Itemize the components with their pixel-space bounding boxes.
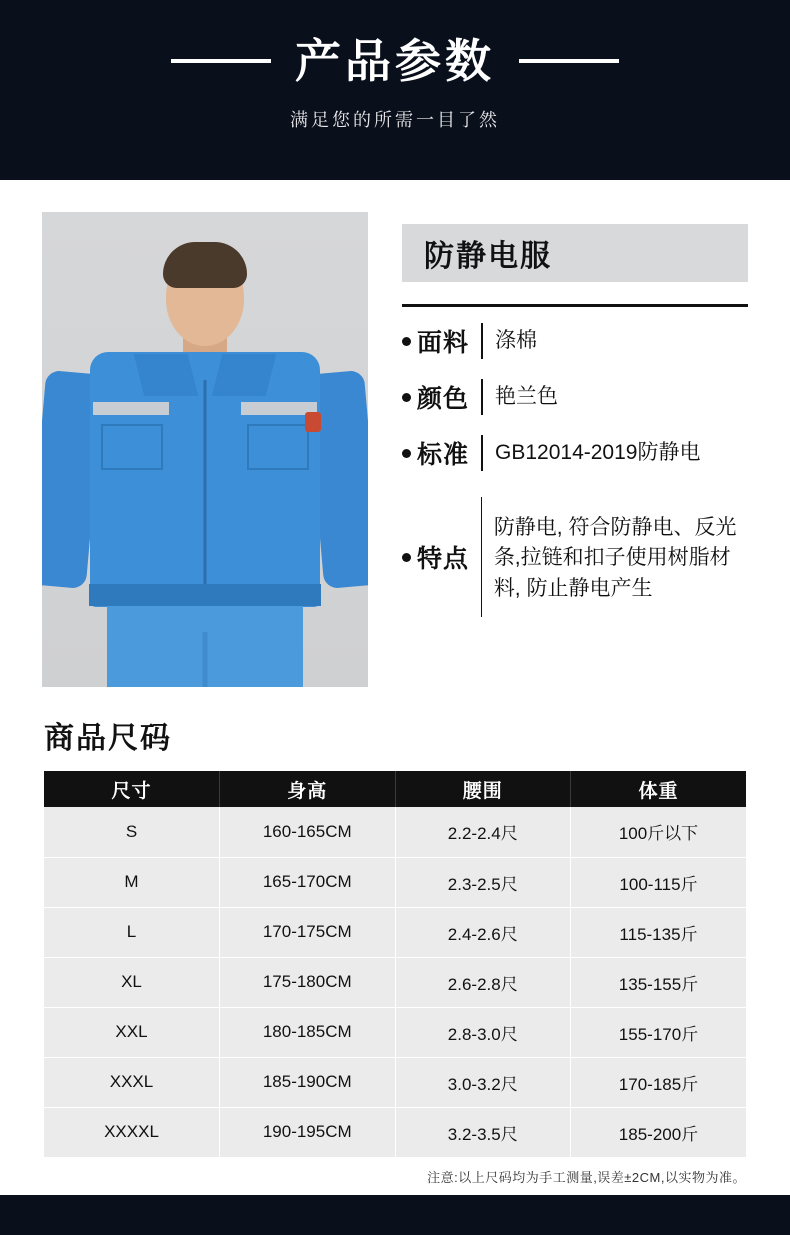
page-subtitle: 满足您的所需一目了然: [290, 110, 500, 130]
garment-collar-right: [212, 354, 276, 396]
spec-value: 艳兰色: [495, 385, 559, 408]
cell-weight: 100斤以下: [571, 807, 747, 857]
table-row: [44, 1057, 746, 1107]
size-table-body: [44, 807, 746, 1157]
cell-weight: 185-200斤: [571, 1107, 747, 1157]
bullet-icon: [402, 393, 411, 402]
product-name: 防静电服: [424, 240, 552, 273]
size-section-heading: 商品尺码: [44, 722, 172, 755]
cell-size: S: [44, 807, 220, 857]
table-row: [44, 1107, 746, 1157]
cell-waist: 2.2-2.4尺: [395, 807, 571, 857]
column-header-waist: 腰围: [395, 771, 571, 807]
spec-value: 防静电, 符合防静电、反光条,拉链和扣子使用树脂材料, 防止静电产生: [493, 515, 737, 600]
product-photo: [42, 212, 368, 687]
table-row: [44, 907, 746, 957]
bullet-icon: [402, 449, 411, 458]
garment-hem: [89, 584, 321, 606]
spec-label-wrap: [402, 323, 469, 359]
model-hair: [163, 242, 247, 288]
table-row: [44, 807, 746, 857]
spec-row-color: [402, 379, 748, 415]
bullet-icon: [402, 553, 411, 562]
cell-weight: 155-170斤: [571, 1007, 747, 1057]
cell-waist: 2.8-3.0尺: [395, 1007, 571, 1057]
garment-pocket-right: [247, 424, 309, 470]
spec-separator: [481, 379, 483, 415]
page-title: 产品参数: [295, 35, 495, 87]
spec-row-features: [402, 497, 748, 617]
rule-left-decoration: [171, 59, 271, 63]
garment-pants-seam: [203, 632, 208, 687]
content-card: [0, 180, 790, 1195]
table-row: [44, 1007, 746, 1057]
header-title-row: [0, 35, 790, 87]
spec-label: 颜色: [417, 385, 470, 413]
spec-divider: [402, 304, 748, 307]
cell-size: XL: [44, 957, 220, 1007]
garment-collar-left: [134, 354, 198, 396]
cell-height: 190-195CM: [220, 1107, 396, 1157]
bullet-icon: [402, 337, 411, 346]
spec-label: 面料: [417, 329, 470, 357]
cell-size: M: [44, 857, 220, 907]
column-header-height: 身高: [220, 771, 396, 807]
table-row: [44, 857, 746, 907]
garment-zipper: [204, 380, 207, 590]
spec-label: 标准: [417, 441, 470, 469]
cell-weight: 115-135斤: [571, 907, 747, 957]
cell-weight: 170-185斤: [571, 1057, 747, 1107]
spec-row-fabric: [402, 323, 748, 359]
size-table-head: [44, 771, 746, 807]
rule-right-decoration: [519, 59, 619, 63]
spec-row-standard: [402, 435, 748, 471]
cell-size: XXXXL: [44, 1107, 220, 1157]
column-header-weight: 体重: [571, 771, 747, 807]
spec-value: 涤棉: [495, 329, 538, 352]
product-overview-section: [0, 180, 790, 687]
spec-separator: [481, 497, 482, 617]
cell-weight: 100-115斤: [571, 857, 747, 907]
spec-label-wrap: [402, 435, 469, 471]
cell-waist: 2.3-2.5尺: [395, 857, 571, 907]
garment-pocket-left: [101, 424, 163, 470]
garment-badge: [305, 412, 321, 432]
cell-height: 180-185CM: [220, 1007, 396, 1057]
table-row: [44, 957, 746, 1007]
cell-height: 185-190CM: [220, 1057, 396, 1107]
cell-waist: 3.0-3.2尺: [395, 1057, 571, 1107]
cell-waist: 2.6-2.8尺: [395, 957, 571, 1007]
cell-waist: 2.4-2.6尺: [395, 907, 571, 957]
size-table: [44, 771, 746, 1157]
spec-separator: [481, 435, 483, 471]
cell-height: 170-175CM: [220, 907, 396, 957]
page-header: [0, 0, 790, 132]
product-name-bar: [402, 224, 748, 282]
spec-label-wrap: [402, 539, 469, 575]
spec-separator: [481, 323, 483, 359]
cell-size: XXXL: [44, 1057, 220, 1107]
cell-weight: 135-155斤: [571, 957, 747, 1007]
cell-waist: 3.2-3.5尺: [395, 1107, 571, 1157]
cell-height: 165-170CM: [220, 857, 396, 907]
cell-height: 175-180CM: [220, 957, 396, 1007]
reflective-stripe-left: [93, 402, 169, 415]
cell-size: L: [44, 907, 220, 957]
cell-size: XXL: [44, 1007, 220, 1057]
column-header-size: 尺寸: [44, 771, 220, 807]
cell-height: 160-165CM: [220, 807, 396, 857]
spec-value: GB12014-2019防静电: [495, 441, 701, 464]
spec-panel: [402, 212, 748, 687]
size-note: 注意:以上尺码均为手工测量,误差±2CM,以实物为准。: [427, 1170, 746, 1185]
spec-label: 特点: [417, 545, 470, 573]
spec-label-wrap: [402, 379, 469, 415]
table-header-row: [44, 771, 746, 807]
